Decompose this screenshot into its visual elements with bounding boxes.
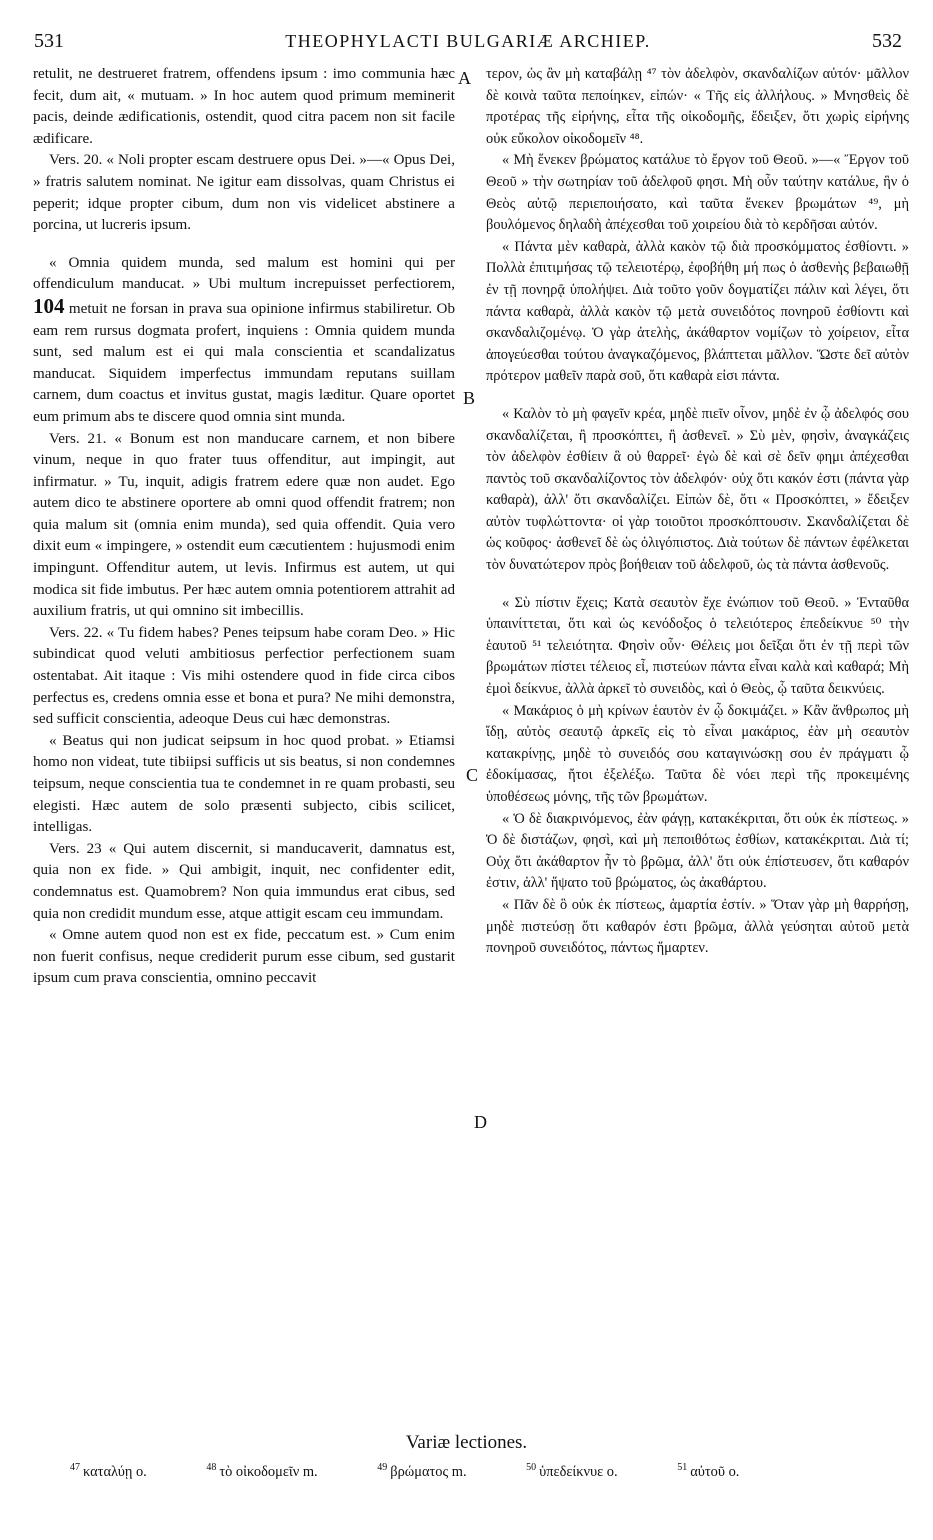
latin-paragraph-text: « Omnia quidem munda, sed malum est homini qui per offendiculum manducat. » Ubi multum increpuisset perfectiorem, <box>33 254 455 293</box>
latin-paragraph: « Omne autem quod non est ex fide, peccatum est. » Cum enim non fuerit confisus, neque crediderit purum esse cibum, sed gustarit ipsum cum prava conscientia, omnino peccavit <box>33 927 455 987</box>
latin-paragraph: Vers. 21. « Bonum est non manducare carnem, et non bibere vinum, neque in quo frater tuus offenditur, aut impingit, aut infirmatur. » Tu, inquit, adigis fratrem edere quæ non audet. Ego autem dico te abstinere oportere ab omni quod offendit fratrem; non quia malum sit (omnia enim munda), sed quia offendit. Quia vero dixit eum « impingere, » ostendit eum cæcutientem : hujusmodi enim impingunt. Offenditur autem, ut levis. Infirmus est autem, ut qui modica sit fide imbutus. Per hæc autem omnia potentiorem attrahit ad auxilium fratris, ut qui omnino sit imbecillis. <box>33 430 455 620</box>
greek-column <box>486 64 909 960</box>
page-number-left: 531 <box>34 30 64 52</box>
page-header <box>34 30 902 60</box>
footnote-text: ὑπεδείκνυε ο. <box>539 1463 618 1480</box>
greek-paragraph: « Πάντα μὲν καθαρὰ, ἀλλὰ κακὸν τῷ διὰ προσκόμματος ἐσθίοντι. » Πολλὰ ἐπιτιμήσας τῷ τελειοτέρῳ, ἐφοβήθη μή πως ὁ ἀσθενὴς βεβαιωθῇ ἐν τῇ πονηρᾷ ὑπολήψει. Διὰ τοῦτο γοῦν δογματίζει πάλιν καὶ λέγει, ὅτι πάντα καθαρὰ, ἀλλὰ κακὸν τῷ μετὰ συνειδότος πονηροῦ ἐσθίοντι καὶ σκανδαλιζομένῳ. Ὁ γὰρ ἀτελὴς, ἀκάθαρτον νομίζων τὸ χοίρειον, εἶτα ἀπογεύεσθαι τούτου ἀναγκαζόμενος, βλάπτεται μᾶλλον. Ὥστε δεῖ αὐτὸν πρότερον μαθεῖν παρὰ σοῦ, ὅτι καθαρὰ εἰσι πάντα. <box>486 238 909 385</box>
margin-letter-a: A <box>458 68 471 88</box>
footnote-text: καταλύῃ ο. <box>83 1463 147 1480</box>
latin-paragraph: Vers. 23 « Qui autem discernit, si manducaverit, damnatus est, quia non ex fide. » Qui ambigit, inquit, nec confidenter edit, condemnatus est. Quamobrem? Non quia immundus erat cibus, sed quia non credidit mundum esse, atque attigit escam ceu immundam. <box>33 840 455 922</box>
margin-letter-b: B <box>463 388 476 408</box>
latin-column <box>33 64 455 990</box>
footnote-text: αὐτοῦ ο. <box>690 1463 740 1480</box>
footnote-text: βρώματος m. <box>390 1463 467 1480</box>
footnote <box>70 1464 175 1480</box>
margin-letter-d: D <box>474 1112 487 1132</box>
footnote <box>677 1464 767 1480</box>
greek-paragraph: « Καλὸν τὸ μὴ φαγεῖν κρέα, μηδὲ πιεῖν οἶνον, μηδὲ ἐν ᾧ ἀδελφός σου σκανδαλίζεται, ἢ προσκόπτει, ἢ ἀσθενεῖ. » Σὺ μὲν, φησὶν, ἀναγκάζεις τὸν ἀδελφὸν ἐσθίειν ἃ οὐ θαρρεῖ· ἐγὼ δὲ καὶ σὲ δεῖν φημι ἀπέχεσθαι παντὸς τοῦ σκανδαλίζοντος τὸν ἀδελφόν· οὐχ ὅτι κακόν ἐστι (πάντα γὰρ καθαρὰ), ἀλλ' ὅτι σκανδαλίζει. Εἰπὼν δὲ, ὅτι « Προσκόπτει, » ἔδειξεν αὐτὸν τυφλώττοντα· οἱ γὰρ τοιοῦτοι προσκόπτουσιν. Σκανδαλίζεται δὲ ὡς κοῦφος· ἀσθενεῖ δὲ ὡς ὀλιγόπιστος. Διὰ τούτων δὲ πάντων ἐφέλκεται τὸν δυνατώτερον πρὸς βοήθειαν τοῦ ἀδελφοῦ, ὡς τὰ πάντα ἀσθενοῦς. <box>486 405 909 574</box>
footnote-number: 49 <box>377 1462 388 1473</box>
latin-paragraph <box>33 253 455 429</box>
greek-paragraph: « Ὁ δὲ διακρινόμενος, ἐὰν φάγῃ, κατακέκριται, ὅτι οὐκ ἐκ πίστεως. » Ὁ δὲ διστάζων, φησὶ, καὶ μὴ πεποιθότως ἐσθίων, κατακέκριται. Διὰ τί; Οὐχ ὅτι ἀκάθαρτον ἦν τὸ βρῶμα, ἀλλ' ὅτι οὐκ ἐπίστευσεν, ὅτι καθαρόν ἐστιν, ἀλλ' ἥψατο τοῦ βρώματος, ὡς ἀκαθάρτου. <box>486 810 909 892</box>
footnote-number: 47 <box>70 1462 80 1473</box>
variant-readings <box>70 1462 890 1481</box>
footnote-text: τὸ οἰκοδομεῖν m. <box>219 1463 318 1480</box>
page-number-right: 532 <box>872 30 902 52</box>
footnote <box>206 1464 345 1480</box>
greek-paragraph: « Σὺ πίστιν ἔχεις; Κατὰ σεαυτὸν ἔχε ἐνώπιον τοῦ Θεοῦ. » Ἐνταῦθα ὑπαινίττεται, ὅτι καὶ ὡς κενόδοξος ὁ τελειότερος ἐπεδείκνυε ⁵⁰ τὴν ἑαυτοῦ ⁵¹ τελειότητα. Φησὶν οὖν· Θέλεις μοι δεῖξαι ὅτι ἐν τῇ περὶ τῶν βρωμάτων πίστει τέλειος εἶ, πιστεύων πάντα εἶναι καλὰ καὶ καθαρά; Μὴ ἐμοὶ δείκνυε, ἀλλὰ ἀρκεῖ τὸ συνειδὸς, καὶ ὁ Θεὸς, ᾧ ταῦτα δεικνύεις. <box>486 594 909 698</box>
footnote <box>377 1464 494 1480</box>
running-title: THEOPHYLACTI BULGARIÆ ARCHIEP. <box>285 31 651 51</box>
variae-lectiones-title: Variæ lectiones. <box>405 1432 528 1453</box>
latin-paragraph: Vers. 22. « Tu fidem habes? Penes teipsum habe coram Deo. » Hic subindicat quod veluti ambitiosus perfectior perfectionem suam ostentabat. Ait itaque : Vis mihi ostendere quod in fide circa cibos perfectus es, credens omnia esse et bona et pura? Ne mihi demonstra, sed sufficit conscientia, adeoque Deus cui hæc demonstras. <box>33 624 455 728</box>
footnote-number: 50 <box>526 1462 537 1473</box>
margin-letter-c: C <box>466 765 479 785</box>
greek-paragraph: « Μακάριος ὁ μὴ κρίνων ἑαυτὸν ἐν ᾧ δοκιμάζει. » Κἂν ἄνθρωπος μὴ ἴδῃ, αὐτὸς σεαυτῷ ἀρκεῖς εἰς τὸ εἶναι μακάριος, ἐὰν μὴ σεαυτὸν κατακρίνῃς, μηδὲ τὸ συνειδός σου καταγινώσκῃ σου ἐν πράγματι ᾧ ἐδοκίμασας, ἤτοι ἐξελέξω. Ταῦτα δὲ νόει περὶ τῆς προκειμένης ὑποθέσεως μόνης, τῆς τῶν βρωμάτων. <box>486 702 909 805</box>
greek-paragraph: « Μὴ ἕνεκεν βρώματος κατάλυε τὸ ἔργον τοῦ Θεοῦ. »—« Ἔργον τοῦ Θεοῦ » τὴν σωτηρίαν τοῦ ἀδελφοῦ φησι. Μὴ οὖν ταύτην κατάλυε, ἣν ὁ Θεὸς αὐτῷ περιεποιήσατο, καὶ ταῦτα ἕνεκεν βρωμάτων ⁴⁹, μὴ βουλόμενος δηλαδὴ ἀπέχεσθαι τοῦ χοιρείου διὰ τὸ κερδῆσαι αὐτόν. <box>486 152 909 234</box>
column-number: 104 <box>33 293 65 318</box>
latin-paragraph: Vers. 20. « Noli propter escam destruere opus Dei. »—« Opus Dei, » fratris salutem nominat. Ne igitur eam dissolvas, quam Christus ei peperit; idque propter cibum, dum non vis videlicet abstinere a porcina, ut lucreris ipsum. <box>33 152 455 234</box>
latin-paragraph: retulit, ne destrueret fratrem, offendens ipsum : imo communia hæc fecit, dum ait, « mutuam. » In hoc autem quod primum meminerit pacis, deinde ædificationis, ostendit, quod citra pacem non sit facile ædificare. <box>33 66 455 147</box>
latin-paragraph-text: metuit ne forsan in prava sua opinione infirmus stabiliretur. Ob eam rem rursus dogmata profert, inquiens : Omnia quidem munda sunt, sed malum est ei qui mala conscientia et scandalizatus manducat. Siquidem imperfectus immundam reputans suillam carnem, dum coactus et invitus gustat, magis læditur. Quare oportet eum primum abs te discere quod omnia sint munda. <box>33 300 455 425</box>
greek-paragraph: « Πᾶν δὲ ὃ οὐκ ἐκ πίστεως, ἁμαρτία ἐστίν. » Ὅταν γὰρ μὴ θαρρήσῃ, μηδὲ πιστεύσῃ ὅτι καθαρόν ἐστι βρῶμα, ἀλλὰ γεύσηται αὐτοῦ μετὰ πονηροῦ συνειδότος, πάντως ἥμαρτεν. <box>486 896 909 957</box>
latin-paragraph: « Beatus qui non judicat seipsum in hoc quod probat. » Etiamsi homo non videat, tute tibiipsi sufficis ut sis beatus, si non condemnes teipsum, neque conscientia tua te condemnet in re quam probasti, seu elegisti. Hæc autem de solo præsenti subjecto, cibis scilicet, intelligas. <box>33 732 455 836</box>
footnote <box>526 1464 645 1480</box>
footnote-number: 51 <box>677 1462 688 1473</box>
footnote-number: 48 <box>206 1462 217 1473</box>
greek-paragraph: τερον, ὡς ἂν μὴ καταβάλῃ ⁴⁷ τὸν ἀδελφὸν, σκανδαλίζων αὐτόν· μᾶλλον δὲ κοινὰ ταῦτα πεποίηκεν, εἰπών· « Τῆς εἰς ἀλλήλους. » Μνησθεὶς δὲ προτέρας τῆς εἰρήνης, εἶτα τῆς οἰκοδομῆς, ἔδειξεν, ὅτι χωρὶς εἰρήνης οὐκ εὔκολον οἰκοδομεῖν ⁴⁸. <box>486 66 909 147</box>
